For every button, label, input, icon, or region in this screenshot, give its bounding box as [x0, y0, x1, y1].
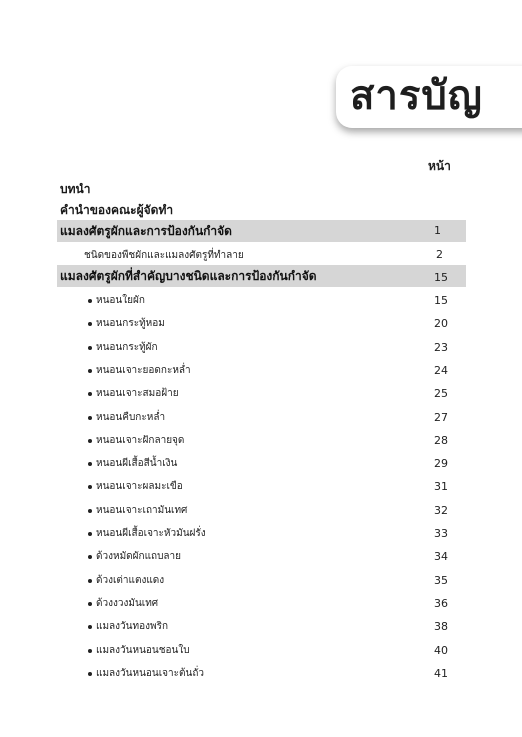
- toc-item-label: ด้วงเต่าแตงแดง: [96, 574, 165, 586]
- toc-item-label: ด้วงงวงมันเทศ: [96, 597, 159, 609]
- toc-item-label: ด้วงหมัดผักแถบลาย: [96, 551, 182, 563]
- toc-item-label: หนอนเจาะเถามันเทศ: [96, 504, 188, 516]
- toc-item-page: 33: [434, 527, 448, 540]
- toc-item-label: หนอนผีเสื้อสีน้ำเงิน: [96, 458, 178, 470]
- toc-item-page: 20: [434, 317, 448, 331]
- toc-item[interactable]: [0, 410, 522, 426]
- toc-item[interactable]: [0, 363, 522, 379]
- section-2-page: 15: [434, 271, 448, 284]
- toc-item[interactable]: [0, 386, 522, 402]
- toc-item-label: หนอนใยผัก: [96, 295, 145, 306]
- toc-item-page: 36: [434, 596, 448, 610]
- toc-item[interactable]: [0, 456, 522, 472]
- toc-item-page: 31: [434, 480, 448, 494]
- toc-item-label: แมลงวันหนอนเจาะต้นถั่ว: [96, 667, 205, 679]
- toc-item[interactable]: [0, 479, 522, 495]
- toc-item-page: 29: [434, 457, 448, 471]
- bullet-icon: [88, 555, 92, 559]
- toc-item[interactable]: [0, 340, 522, 356]
- toc-item-page: 34: [434, 550, 448, 564]
- toc-item-label: หนอนเจาะสมอฝ้าย: [96, 388, 179, 400]
- toc-item-page: 28: [434, 433, 448, 447]
- toc-item[interactable]: [0, 643, 522, 659]
- toc-item-label: หนอนคืบกะหล่ำ: [96, 411, 166, 423]
- toc-item-label: หนอนเจาะยอดกะหล่ำ: [96, 364, 191, 376]
- toc-item-label: หนอนผีเสื้อเจาะหัวมันฝรั่ง: [96, 528, 206, 539]
- toc-item-label: แมลงวันหนอนชอนใบ: [96, 644, 190, 656]
- section-1-title[interactable]: แมลงศัตรูผักและการป้องกันกำจัด: [60, 224, 232, 238]
- toc-item[interactable]: [0, 573, 522, 589]
- section-1-page: 1: [434, 224, 441, 237]
- bullet-icon: [88, 672, 92, 676]
- bullet-icon: [88, 322, 92, 326]
- bullet-icon: [88, 299, 92, 303]
- toc-item[interactable]: [0, 526, 522, 542]
- toc-item-page: 40: [434, 643, 448, 657]
- toc-item-page: 15: [434, 294, 448, 307]
- bullet-icon: [88, 649, 92, 653]
- toc-item-label: แมลงวันทองพริก: [96, 621, 168, 633]
- sub-item-page: 2: [436, 248, 443, 261]
- bullet-icon: [88, 509, 92, 513]
- toc-item-page: 32: [434, 503, 448, 517]
- toc-item-page: 25: [434, 387, 448, 401]
- toc-item-label: หนอนกระทู้ผัก: [96, 341, 158, 353]
- toc-item[interactable]: [0, 666, 522, 682]
- bullet-icon: [88, 532, 92, 536]
- toc-item-page: 23: [434, 340, 448, 354]
- toc-item-label: หนอนกระทู้หอม: [96, 318, 165, 330]
- toc-item-label: หนอนเจาะฝักลายจุด: [96, 434, 185, 446]
- page-title: สารบัญ: [350, 73, 483, 119]
- bullet-icon: [88, 625, 92, 629]
- bullet-icon: [88, 579, 92, 583]
- toc-item[interactable]: [0, 596, 522, 612]
- toc-item[interactable]: [0, 293, 522, 309]
- bullet-icon: [88, 369, 92, 373]
- toc-item-label: หนอนเจาะผลมะเขือ: [96, 481, 183, 493]
- page-column-header: หน้า: [428, 159, 451, 173]
- bullet-icon: [88, 392, 92, 396]
- toc-item-page: 24: [434, 363, 448, 377]
- bullet-icon: [88, 462, 92, 466]
- toc-item-page: 38: [434, 620, 448, 634]
- sub-item-plant-pest-types[interactable]: ชนิดของพืชผักและแมลงศัตรูที่ทำลาย: [84, 250, 244, 261]
- bullet-icon: [88, 416, 92, 420]
- toc-item-page: 41: [434, 666, 448, 680]
- bullet-icon: [88, 485, 92, 489]
- bullet-icon: [88, 346, 92, 350]
- toc-item[interactable]: [0, 433, 522, 449]
- front-matter-preface[interactable]: บทนำ: [60, 182, 91, 196]
- front-matter-foreword[interactable]: คำนำของคณะผู้จัดทำ: [60, 203, 174, 217]
- bullet-icon: [88, 439, 92, 443]
- toc-item[interactable]: [0, 619, 522, 635]
- toc-item-page: 27: [434, 410, 448, 424]
- toc-item-page: 35: [434, 573, 448, 587]
- toc-item[interactable]: [0, 316, 522, 332]
- toc-item[interactable]: [0, 503, 522, 519]
- toc-item[interactable]: [0, 549, 522, 565]
- bullet-icon: [88, 602, 92, 606]
- section-2-title[interactable]: แมลงศัตรูผักที่สำคัญบางชนิดและการป้องกันกำจัด: [60, 269, 317, 283]
